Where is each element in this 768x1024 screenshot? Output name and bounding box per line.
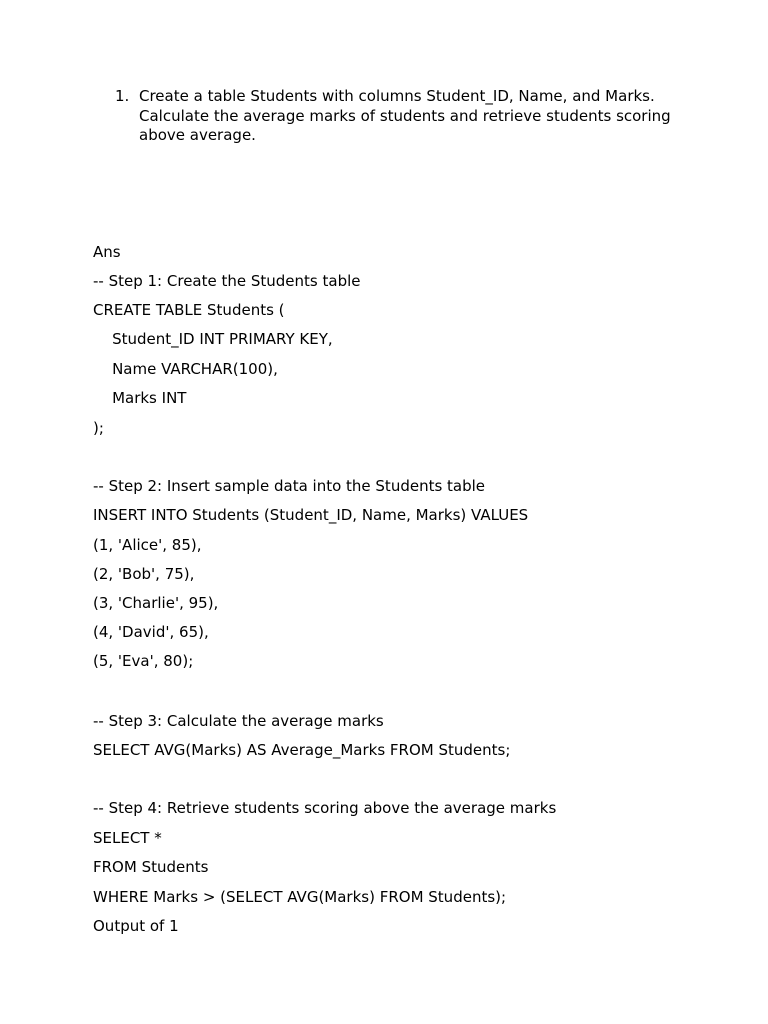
question-item bbox=[115, 87, 695, 146]
answer-label: Ans bbox=[93, 243, 121, 261]
code-line: (3, 'Charlie', 95), bbox=[93, 594, 219, 612]
code-line: SELECT * bbox=[93, 829, 162, 847]
question-text: Create a table Students with columns Student_ID, Name, and Marks. Calculate the average marks of students and retrieve students scoring above average. bbox=[139, 87, 671, 144]
code-line: (1, 'Alice', 85), bbox=[93, 536, 202, 554]
code-line: ); bbox=[93, 419, 104, 437]
output-label: Output of 1 bbox=[93, 917, 179, 935]
step3-comment: -- Step 3: Calculate the average marks bbox=[93, 712, 384, 730]
code-line: SELECT AVG(Marks) AS Average_Marks FROM Students; bbox=[93, 741, 511, 759]
code-line: WHERE Marks > (SELECT AVG(Marks) FROM Students); bbox=[93, 888, 507, 906]
step1-comment: -- Step 1: Create the Students table bbox=[93, 272, 361, 290]
code-line: (2, 'Bob', 75), bbox=[93, 565, 195, 583]
code-line: CREATE TABLE Students ( bbox=[93, 301, 285, 319]
question-number: 1. bbox=[115, 87, 130, 105]
step2-comment: -- Step 2: Insert sample data into the Students table bbox=[93, 477, 486, 495]
code-line: Marks INT bbox=[93, 389, 187, 407]
step4-comment: -- Step 4: Retrieve students scoring above the average marks bbox=[93, 799, 557, 817]
code-line: INSERT INTO Students (Student_ID, Name, Marks) VALUES bbox=[93, 506, 529, 524]
code-line: FROM Students bbox=[93, 858, 209, 876]
code-line: Student_ID INT PRIMARY KEY, bbox=[93, 330, 333, 348]
code-line: (4, 'David', 65), bbox=[93, 623, 209, 641]
code-line: Name VARCHAR(100), bbox=[93, 360, 278, 378]
code-line: (5, 'Eva', 80); bbox=[93, 652, 194, 670]
